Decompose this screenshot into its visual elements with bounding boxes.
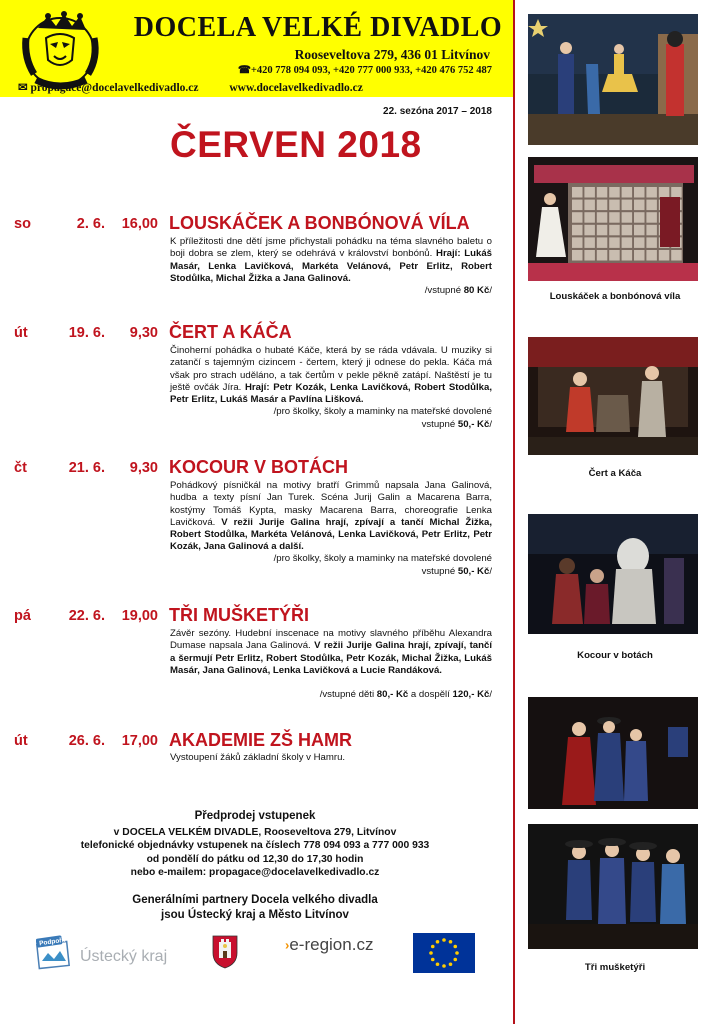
event-date: 22. 6. <box>68 608 105 624</box>
arrow-icon: › <box>285 937 290 953</box>
event-description: Činoherní pohádka o hubaté Káče, která by se ráda vdávala. U muziky si zatančí s tajemným cizincem - čertem, který ji odnese do pekla. Káča má však pro strach uděláno, a tak čertům v pekle pěkně zatápí. Naštěstí je tu ještě ovčák Jíra. Hrají: Petr Kozák, Lenka Lavičková, Robert Stodůlka, Petr Erlitz, Lukáš Masár a Pavlína Lišková. <box>170 345 492 406</box>
photo-cert-a-kaca <box>528 337 698 455</box>
event-description: Závěr sezóny. Hudební inscenace na motivy slavného příběhu Alexandra Dumase napsala Jana Galinová. V režii Jurije Galina hrají, zpívají, tančí a šermují Petr Erlitz, Robert Stodůlka, Petr Kozák, Michal Žižka, Lukáš Masár, Jana Galinová, Lenka Lavičková a Lucie Randáková. <box>170 628 492 676</box>
theatre-address: Rooseveltova 279, 436 01 Litvínov <box>294 47 490 62</box>
ustecky-kraj-logo <box>36 933 178 971</box>
event-day: út <box>14 733 28 749</box>
event-price: /vstupné děti 80,- Kč a dospělí 120,- Kč/ <box>319 689 492 700</box>
event-price: /vstupné 80 Kč/ <box>424 285 492 296</box>
svg-text:Podpořil: Podpořil <box>38 936 66 948</box>
event-note: /pro školky, školy a maminky na mateřské dovolené <box>273 553 492 564</box>
photo-caption: Louskáček a bonbónová víla <box>549 291 681 302</box>
event-date: 26. 6. <box>68 733 105 749</box>
event-description: Pohádkový písničkál na motivy bratří Grimmů napsala Jana Galinová, hudba a texty písní Jan Turek. Scéna Jurij Galin a Macarena Barra, kostýmy Tomáš Kypta, masky Macarena Barra, choreografie Lenka Lavičková. V režii Jurije Galina hrají, zpívají a tančí Michal Žižka, Robert Stodůlka, Markéta Velánová, Lenka Lavičková, Petr Erlitz, Petr Kozák, Jana Galinová a další. <box>170 480 492 553</box>
event-title: TŘI MUŠKETÝŘI <box>169 605 310 625</box>
event-cast: Hrají: Petr Kozák, Lenka Lavičková, Robert Stodůlka, Petr Erlitz, Lukáš Masár a Pavlína Lišková. <box>170 381 492 406</box>
event-price: vstupné 50,- Kč/ <box>421 419 492 430</box>
litvinov-coat-of-arms <box>212 933 238 969</box>
photo-caption: Tři mušketýři <box>584 962 646 973</box>
photo-kocour-v-botach <box>528 514 698 634</box>
event-time: 17,00 <box>121 733 158 749</box>
event-title: AKADEMIE ZŠ HAMR <box>169 730 352 750</box>
photo-caption: Kocour v botách <box>577 650 653 661</box>
page-title: ČERVEN 2018 <box>170 124 422 165</box>
partners-text: Generálními partnery Docela velkého divadla jsou Ústecký kraj a Město Litvínov <box>132 894 378 921</box>
event-description: Vystoupení žáků základní školy v Hamru. <box>170 752 346 763</box>
event-cast: V režii Jurije Galina hrají, zpívají, tančí a šermují Petr Erlitz, Robert Stodůlka, Petr Kozák, Michal Žižka, Lukáš Masár, Jana Galinová, Lenka Lavičková a Lucie Randáková. <box>170 640 492 676</box>
phone-list: +420 778 094 093, +420 777 000 933, +420 476 752 487 <box>250 65 492 76</box>
event-cast: Hrají: Lukáš Masár, Lenka Lavičková, Markéta Velánová, Petr Erlitz, Robert Stodůlka, Michal Žižka a Jana Galinová. <box>170 248 492 284</box>
event-date: 2. 6. <box>76 216 105 232</box>
event-date: 21. 6. <box>68 460 105 476</box>
season-label: 22. sezóna 2017 – 2018 <box>383 106 492 117</box>
phone-icon: ☎ <box>237 65 251 76</box>
event-price: vstupné 50,- Kč/ <box>421 566 492 577</box>
event-cast: V režii Jurije Galina hrají, zpívají a tančí Michal Žižka, Robert Stodůlka, Markéta Velánová, Lenka Lavičková, Petr Erlitz, Petr Kozák, Jana Galinová a další. <box>170 516 492 553</box>
presale-heading: Předprodej vstupenek <box>194 810 316 822</box>
event-time: 19,00 <box>121 608 158 624</box>
photo-louskacek-1 <box>528 14 698 145</box>
svg-text:Ústecký kraj: Ústecký kraj <box>80 948 168 965</box>
phone-numbers <box>190 64 492 76</box>
presale-info: Předprodej vstupenek v DOCELA VELKÉM DIVADLE, Rooseveltova 279, Litvínov telefonické objednávky vstupenek na číslech 778 094 093 a 777 000 933 od pondělí do pátku od 12,30 do 17,30 hodin nebo e-mailem: propagace@docelavelkedivadlo.cz <box>20 810 490 880</box>
photo-caption: Čert a Káča <box>588 468 642 479</box>
event-time: 9,30 <box>129 325 158 341</box>
vertical-divider <box>513 0 515 1024</box>
event-day: čt <box>14 460 27 476</box>
event-title: LOUSKÁČEK A BONBÓNOVÁ VÍLA <box>169 213 470 233</box>
eu-flag-logo <box>413 933 475 973</box>
event-description: K příležitosti dne dětí jsme přichystali pohádku na téma slavného baletu o boji dobra se zlem, který se odehrává v království bonbónů. Hrají: Lukáš Masár, Lenka Lavičková, Markéta Velánová, Petr Erlitz, Robert Stodůlka, Michal Žižka a Jana Galinová. <box>170 236 492 284</box>
event-day: út <box>14 325 28 341</box>
event-title: ČERT A KÁČA <box>169 322 292 342</box>
contact-email[interactable]: propagace@docelavelkedivadlo.cz <box>30 82 199 94</box>
event-time: 9,30 <box>129 460 158 476</box>
event-time: 16,00 <box>121 216 158 232</box>
event-note: /pro školky, školy a maminky na mateřské dovolené <box>273 406 492 417</box>
theatre-name: DOCELA VELKÉ DIVADLO <box>133 12 503 43</box>
e-region-logo: ›e-region.cz <box>285 935 374 954</box>
event-day: pá <box>14 608 31 624</box>
photo-tri-musketyri-1 <box>528 697 698 809</box>
website-link[interactable]: www.docelavelkedivadlo.cz <box>229 82 363 94</box>
event-day: so <box>14 216 31 232</box>
photo-louskacek-2 <box>528 157 698 281</box>
photo-tri-musketyri-2 <box>528 824 698 949</box>
envelope-icon: ✉ <box>18 82 28 94</box>
event-date: 19. 6. <box>68 325 105 341</box>
contact-line <box>18 80 363 94</box>
event-title: KOCOUR V BOTÁCH <box>169 457 348 477</box>
